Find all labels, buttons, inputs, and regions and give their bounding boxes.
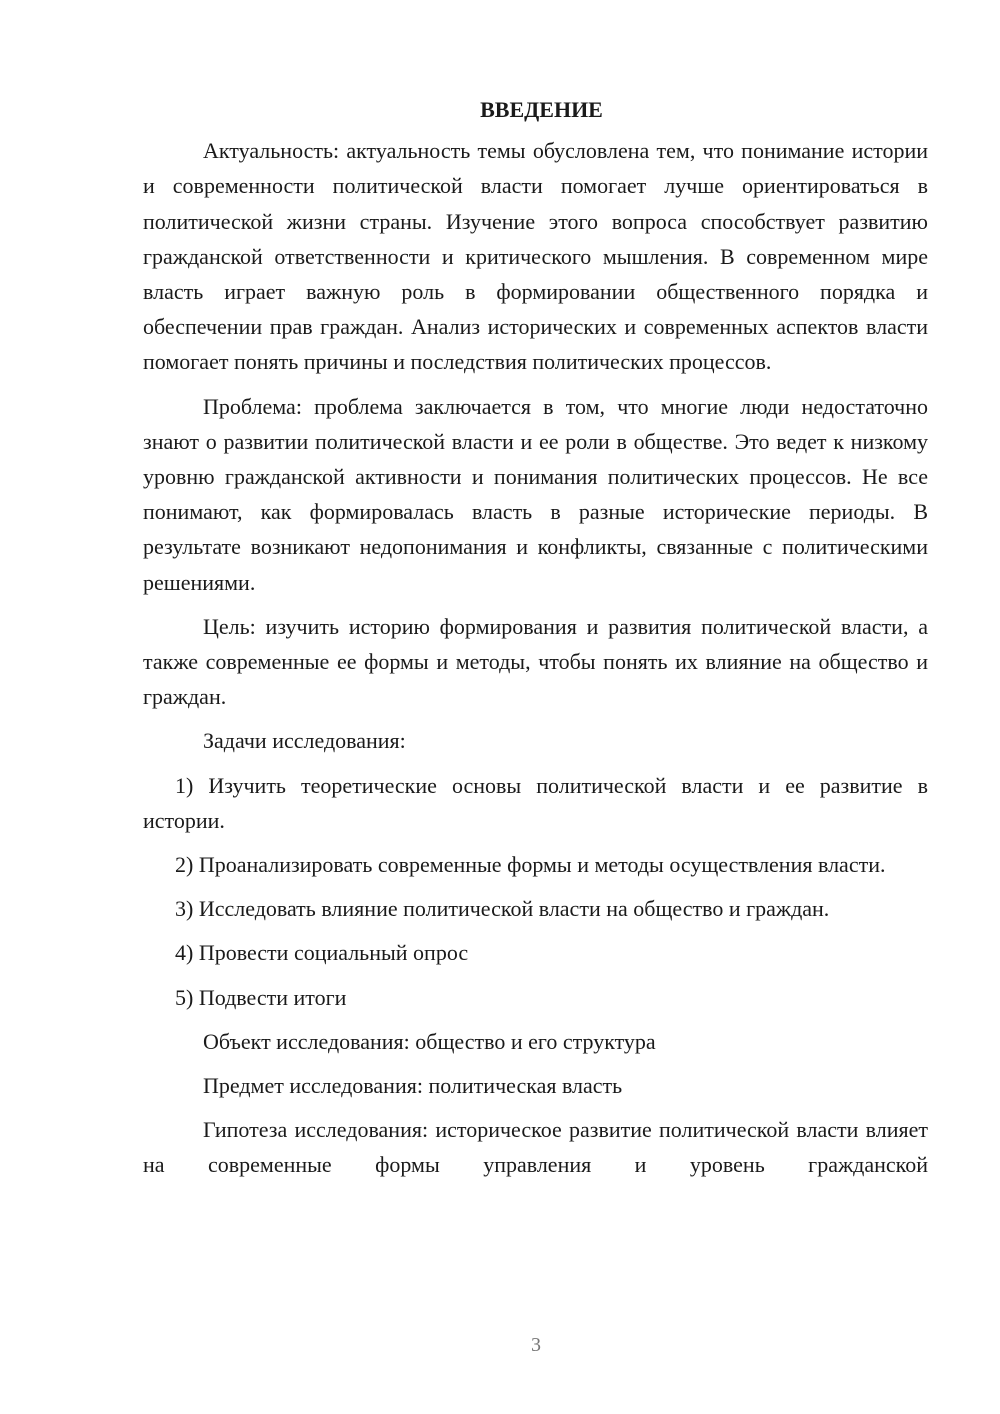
page-title: ВВЕДЕНИЕ <box>480 97 603 122</box>
research-subject: Предмет исследования: политическая власть <box>203 1073 623 1099</box>
task-item-2: 2) Проанализировать современные формы и методы осуществления власти. <box>175 852 886 878</box>
task-item-5: 5) Подвести итоги <box>175 984 347 1010</box>
goal-paragraph: Цель: изучить историю формирования и развития политической власти, а также современные ее формы и методы, чтобы понять их влияние на общество и граждан. <box>143 613 928 710</box>
task-item-3: 3) Исследовать влияние политической власти на общество и граждан. <box>175 896 830 922</box>
hypothesis-paragraph: Гипотеза исследования: историческое развитие политической власти влияет на современные формы управления и уровень гражданской <box>143 1117 928 1178</box>
tasks-heading: Задачи исследования: <box>203 728 406 754</box>
task-item-1: 1) Изучить теоретические основы политической власти и ее развитие в истории. <box>143 772 928 833</box>
page-number: 3 <box>531 1334 541 1356</box>
document-page <box>143 92 928 1192</box>
research-object: Объект исследования: общество и его структура <box>203 1028 656 1054</box>
relevance-paragraph: Актуальность: актуальность темы обусловлена тем, что понимание истории и современности политической власти помогает лучше ориентироваться в политической жизни страны. Изучение этого вопроса способствует развитию гражданской ответственности и критического мышления. В современном мире власть играет важную роль в формировании общественного порядка и обеспечении прав граждан. Анализ исторических и современных аспектов власти помогает понять причины и последствия политических процессов. <box>143 138 928 375</box>
problem-paragraph: Проблема: проблема заключается в том, что многие люди недостаточно знают о развитии политической власти и ее роли в обществе. Это ведет к низкому уровню гражданской активности и понимания политических процессов. Не все понимают, как формировалась власть в разные исторические периоды. В результате возникают недопонимания и конфликты, связанные с политическими решениями. <box>143 393 928 595</box>
task-item-4: 4) Провести социальный опрос <box>175 940 469 966</box>
